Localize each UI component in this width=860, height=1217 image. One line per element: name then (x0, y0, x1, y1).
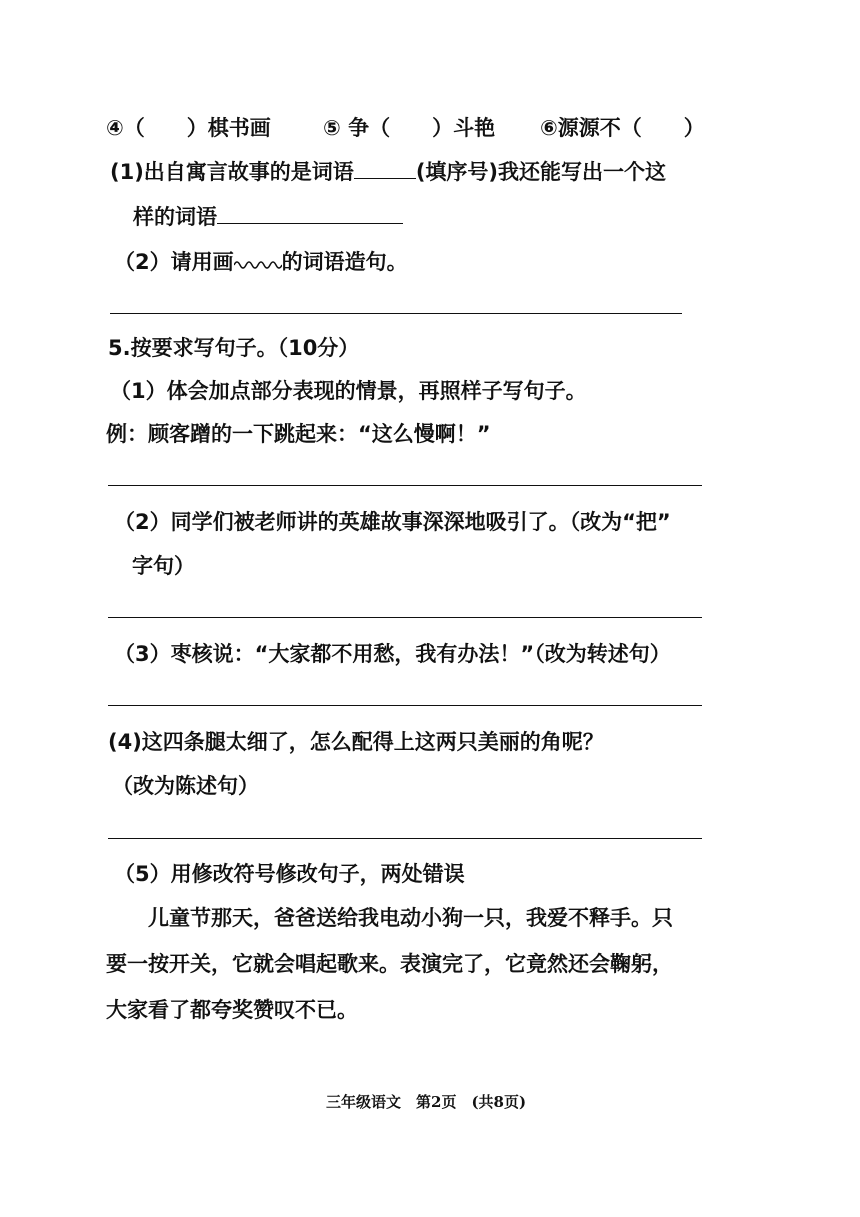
q5-part5-text-line3: 大家看了都夸奖赞叹不已。 (106, 998, 358, 1022)
q5-part2-line1: （2）同学们被老师讲的英雄故事深深地吸引了。（改为“把” (114, 510, 671, 534)
q5-part3: （3）枣核说：“大家都不用愁，我有办法！”（改为转述句） (114, 642, 671, 666)
q4-sub2-text-a: （2）请用画 (114, 250, 234, 274)
answer-line[interactable] (108, 485, 702, 486)
q4-sub1-text-b: (填序号)我还能写出一个这 (415, 160, 667, 184)
q4-item-5: ⑤ 争（ ）斗艳 (323, 116, 496, 140)
q5-part1: （1）体会加点部分表现的情景，再照样子写句子。 (110, 379, 587, 403)
q5-part2-line2: 字句） (132, 554, 195, 578)
q4-sub1-line2 (133, 203, 403, 231)
answer-line[interactable] (108, 705, 702, 706)
answer-blank[interactable] (217, 205, 403, 224)
q4-sub1-text-c: 样的词语 (133, 205, 217, 229)
page-footer: 三年级语文 第2页 (共8页) (326, 1093, 527, 1111)
q4-sub1-text-a: (1)出自寓言故事的是词语 (110, 160, 354, 184)
q5-example: 例：顾客蹭的一下跳起来：“这么慢啊！” (106, 422, 491, 446)
q4-sub2 (114, 248, 408, 276)
q5-part5: （5）用修改符号修改句子，两处错误 (114, 862, 465, 886)
q5-title: 5.按要求写句子。（10分） (108, 336, 360, 360)
q5-part5-text-line1: 儿童节那天，爸爸送给我电动小狗一只，我爱不释手。只 (148, 906, 673, 930)
answer-blank[interactable] (354, 160, 416, 179)
q5-part5-text-line2: 要一按开关，它就会唱起歌来。表演完了，它竟然还会鞠躬， (106, 952, 673, 976)
q5-part4-line1: (4)这四条腿太细了，怎么配得上这两只美丽的角呢？ (108, 730, 604, 754)
q4-sub1-line1 (110, 158, 666, 186)
q4-item-4: ④（ ）棋书画 (106, 116, 271, 140)
answer-line[interactable] (110, 313, 682, 314)
answer-line[interactable] (108, 838, 702, 839)
answer-line[interactable] (108, 617, 702, 618)
q4-item-6: ⑥源源不（ ） (540, 116, 705, 140)
q4-sub2-text-b: 的词语造句。 (281, 250, 408, 274)
q5-part4-line2: （改为陈述句） (112, 774, 259, 798)
wavy-underline-icon (234, 257, 282, 269)
